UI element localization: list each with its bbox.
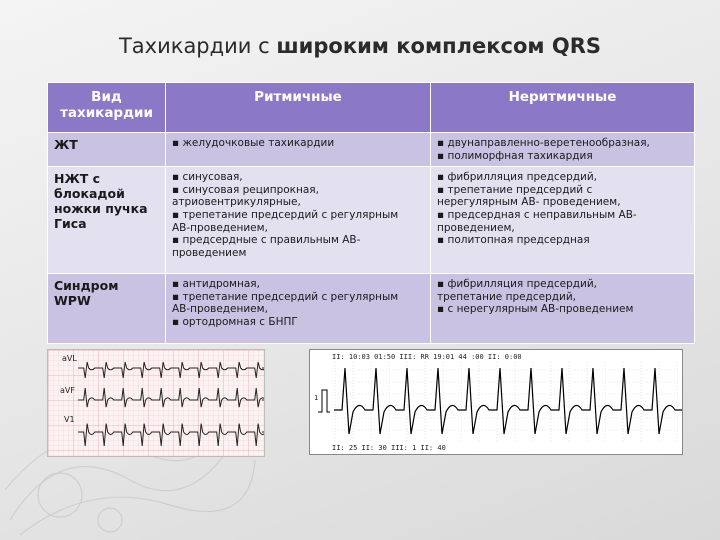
row-label: ЖТ — [48, 133, 166, 167]
lead-label-v1: V1 — [64, 415, 75, 424]
header-arrhythmic: Неритмичные — [431, 83, 695, 133]
cell-line: АВ-проведением, — [172, 221, 268, 234]
tachycardia-table — [47, 82, 695, 344]
ecg-strip-right — [309, 349, 683, 455]
cell-line: ▪ предсердные с правильным АВ- — [172, 234, 361, 247]
table-row — [48, 133, 695, 167]
cell-line: ▪ трепетание предсердий с — [437, 183, 593, 196]
page-title: Тахикардии с широким комплексом QRS — [118, 34, 602, 58]
cell-line: ▪ фибрилляция предсердий, — [437, 171, 597, 184]
cell-line: ▪ полиморфная тахикардия — [437, 149, 593, 162]
lead-label-avl: aVL — [62, 354, 77, 363]
cell-line: проведением — [172, 246, 247, 259]
cell-line: ▪ двунаправленно-веретенообразная, — [437, 137, 650, 149]
cell-line: ▪ синусовая, — [172, 171, 243, 184]
cell-line: ▪ желудочковые тахикардии — [172, 137, 335, 149]
table-row — [48, 274, 695, 344]
header-rhythmic: Ритмичные — [166, 83, 431, 133]
cell-line: ▪ синусовая реципрокная, — [172, 183, 319, 196]
cell-line: ▪ с нерегулярным АВ-проведением — [437, 303, 634, 316]
cell-line: АВ-проведением, — [172, 303, 268, 316]
header-type: Вид тахикардии — [48, 83, 166, 133]
cell-line: ▪ трепетание предсердий с регулярным — [172, 208, 399, 221]
cell-line: ▪ трепетание предсердий с регулярным — [172, 290, 399, 303]
cell-line: нерегулярным АВ- проведением, — [437, 196, 621, 209]
ecg-footer-text: II: 25 II: 30 III: 1 II: 40 — [332, 444, 446, 452]
cell-line: ▪ ортодромная с БНПГ — [172, 315, 298, 328]
cell-line: атриовентрикулярные, — [172, 196, 301, 209]
cell-line: ▪ фибрилляция предсердий, — [437, 278, 597, 291]
ecg-header-text: II: 10:03 01:50 III: RR 19:01 44 :00 II: 0:00 — [332, 353, 522, 361]
arrhythmic-cell — [431, 167, 695, 274]
ecg-strip-left — [47, 349, 265, 457]
ecg-side-mark: 1 — [314, 394, 319, 402]
row-label: Синдром WPW — [48, 274, 166, 344]
cell-line: ▪ политопная предсердная — [437, 234, 590, 247]
rhythmic-cell — [166, 133, 431, 167]
table-row — [48, 167, 695, 274]
rhythmic-cell — [166, 167, 431, 274]
cell-line: проведением, — [437, 221, 515, 234]
row-label: НЖТ с блокадой ножки пучка Гиса — [48, 167, 166, 274]
arrhythmic-cell — [431, 274, 695, 344]
rhythmic-cell — [166, 274, 431, 344]
table-header-row — [48, 83, 695, 133]
cell-line: ▪ антидромная, — [172, 278, 260, 291]
cell-line: ▪ предсердная с неправильным АВ- — [437, 208, 637, 221]
arrhythmic-cell — [431, 133, 695, 167]
lead-label-avf: aVF — [60, 386, 75, 395]
cell-line: трепетание предсердий, — [437, 290, 576, 303]
